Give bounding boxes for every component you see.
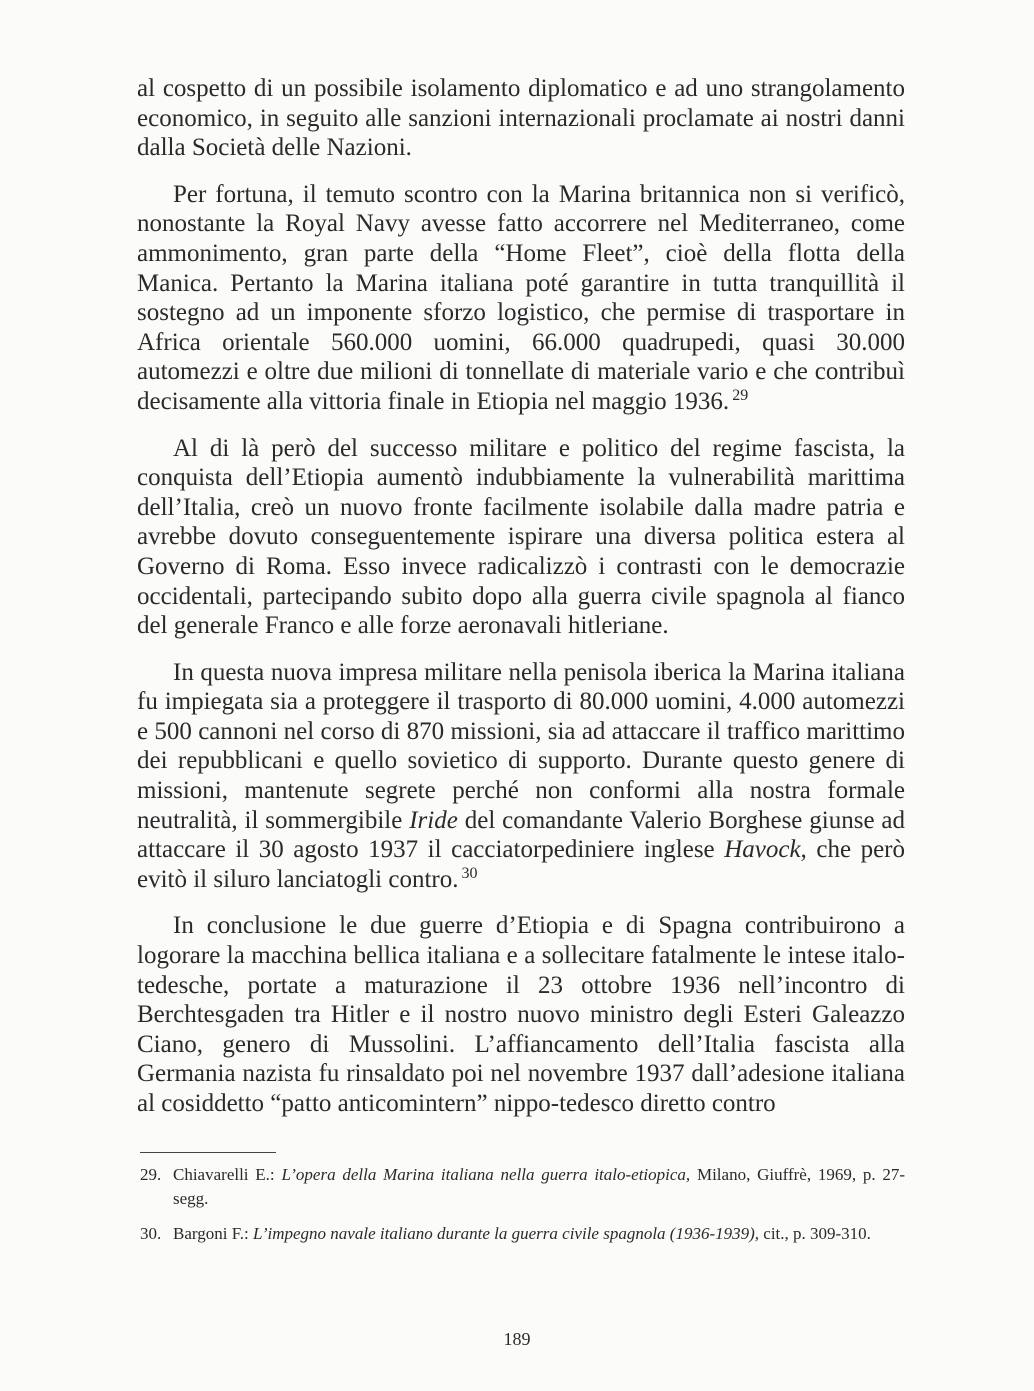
- paragraph-4-text-a: In questa nuova impresa militare nella penisola iberica la Marina italiana fu impiegata sia a proteggere il trasporto di 80.000 uomini, 4.000 automezzi e 500 cannoni nel corso di 870 missioni, sia ad attaccare il traffico marittimo dei repubblicani e quello sovietico di supporto. Durante questo genere di missioni, mantenute segrete perché non conformi alla nostra formale neutralità, il sommergibile: [137, 658, 905, 834]
- paragraph-3-text: Al di là però del successo militare e politico del regime fascista, la conquista dell’Etiopia aumentò indubbiamente la vulnerabilità marittima dell’Italia, creò un nuovo fronte facilmente isolabile dalla madre patria e avrebbe dovuto conseguentemente ispirare una diversa politica estera al Governo di Roma. Esso invece radicalizzò i contrasti con le democrazie occidentali, partecipando subito dopo alla guerra civile spagnola al fianco del generale Franco e alle forze aeronavali hitleriane.: [137, 434, 905, 640]
- paragraph-1-text: al cospetto di un possibile isolamento diplomatico e ad uno strangolamento economico, in seguito alle sanzioni internazionali proclamate ai nostri danni dalla Società delle Nazioni.: [137, 75, 905, 162]
- footnote-author: Bargoni F.:: [173, 1224, 249, 1243]
- footnote-number: 30.: [140, 1224, 162, 1243]
- paragraph-2-text: Per fortuna, il temuto scontro con la Marina britannica non si verificò, nonostante la Royal Navy avesse fatto accorrere nel Mediterraneo, come ammonimento, gran parte della “Home Fleet”, cioè della flotta della Manica. Pertanto la Marina italiana poté garantire in tutta tranquillità il sostegno ad un imponente sforzo logistico, che permise di trasportare in Africa orientale 560.000 uomini, 66.000 quadrupedi, quasi 30.000 automezzi e oltre due milioni di tonnellate di materiale vario e che contribuì decisamente alla vittoria finale in Etiopia nel maggio 1936.: [137, 180, 905, 415]
- footnote-title: L’opera della Marina italiana nella guerra italo-etiopica,: [281, 1165, 691, 1184]
- footnote-divider: [140, 1152, 276, 1153]
- paragraph-3: [137, 434, 905, 641]
- paragraph-2: [137, 180, 905, 417]
- paragraph-4-text-c: che però evitò il siluro lanciatogli contro.: [137, 836, 905, 893]
- footnote-29: [140, 1163, 905, 1211]
- page-number: 189: [503, 1329, 531, 1349]
- ship-name-iride: Iride: [409, 806, 458, 834]
- ship-name-havock: Havock,: [724, 836, 807, 864]
- paragraph-5-text: In conclusione le due guerre d’Etiopia e di Spagna contribuirono a logorare la macchina bellica italiana e a sollecitare fatalmente le intese italo-tedesche, portate a maturazione il 23 ottobre 1936 nell’incontro di Berchtesgaden tra Hitler e il nostro nuovo ministro degli Esteri Galeazzo Ciano, genero di Mussolini. L’affiancamento dell’Italia fascista alla Germania nazista fu rinsaldato poi nel novembre 1937 dall’adesione italiana al cosiddetto “patto anticomintern” nippo-tedesco diretto contro: [137, 912, 905, 1117]
- footnote-details: cit., p. 309-310.: [763, 1224, 871, 1243]
- footnote-30: [140, 1222, 905, 1246]
- paragraph-4-text-b: del comandante Valerio Borghese giunse ad attaccare il 30 agosto 1937 il cacciatorpediniere inglese: [137, 806, 906, 864]
- body-text: [137, 74, 905, 1136]
- footnote-number: 29.: [140, 1165, 162, 1184]
- footnote-author: Chiavarelli E.:: [173, 1165, 275, 1184]
- footnote-text: [173, 1163, 905, 1211]
- footnote-title: L’impegno navale italiano durante la guerra civile spagnola (1936-1939),: [253, 1224, 760, 1243]
- footnote-ref-29: 29: [732, 386, 749, 404]
- paragraph-5: [137, 911, 905, 1118]
- footnote-text: [173, 1222, 905, 1246]
- paragraph-1: [137, 74, 905, 163]
- paragraph-4: [137, 658, 905, 895]
- footnote-ref-30: 30: [461, 864, 478, 882]
- footnote-details: Milano, Giuffrè, 1969, p. 27-segg.: [173, 1165, 906, 1208]
- footnotes: [140, 1163, 905, 1257]
